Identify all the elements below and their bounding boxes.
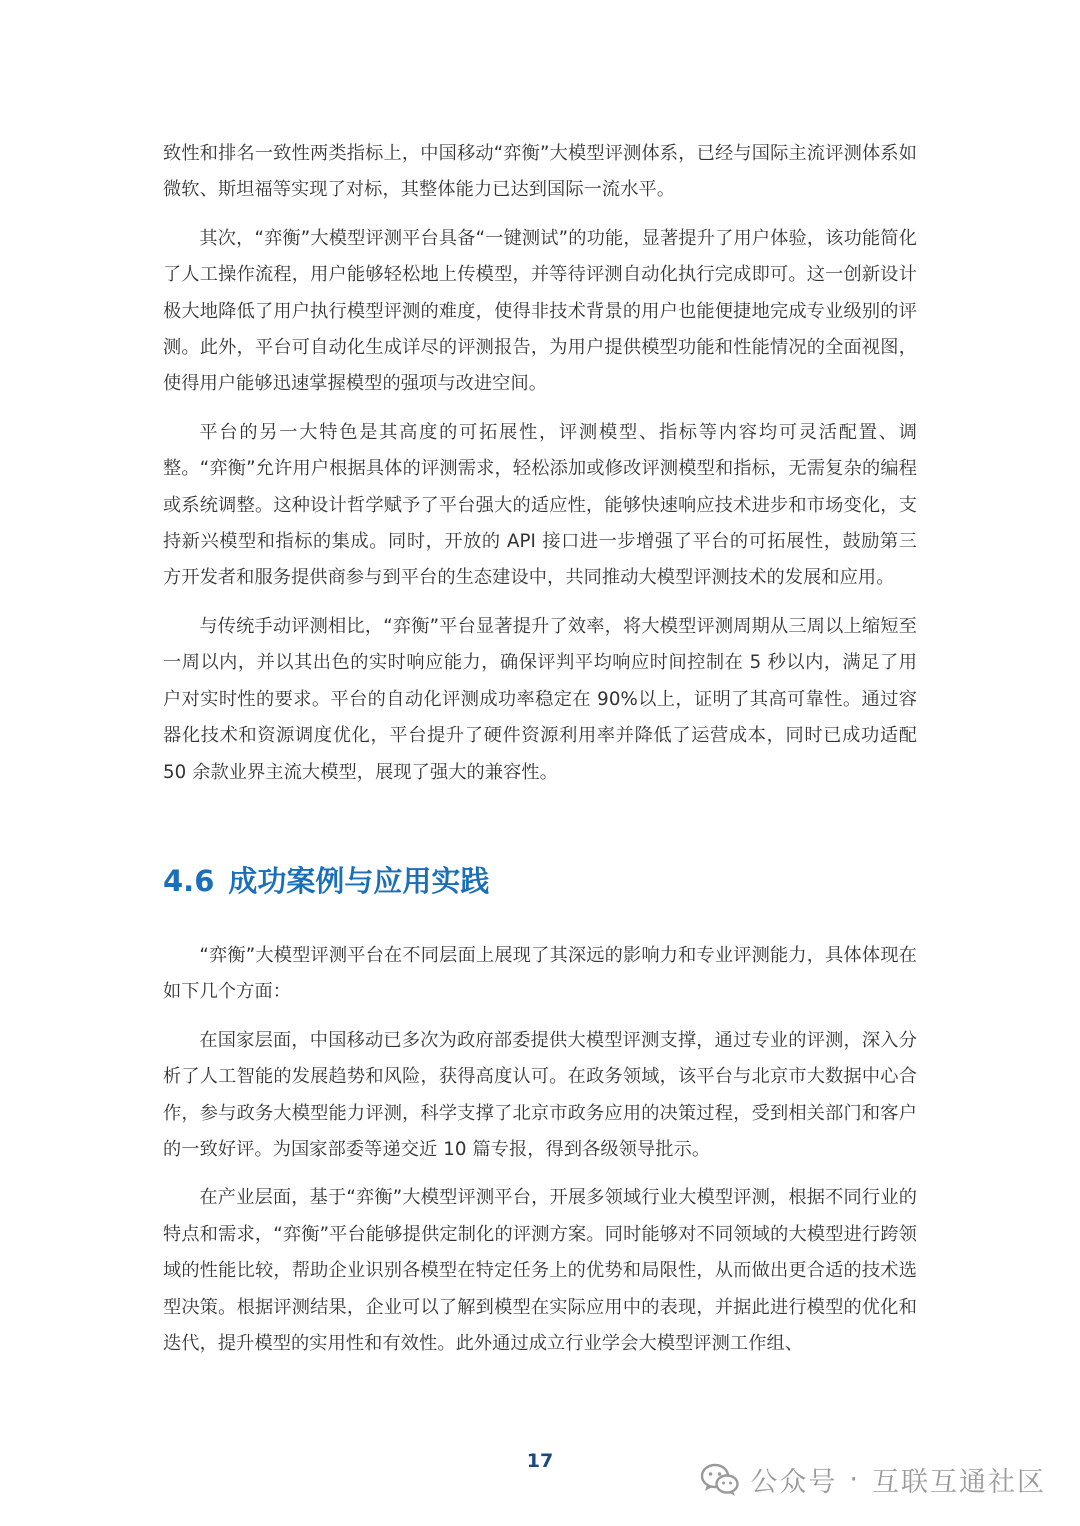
watermark-separator: · (849, 1464, 860, 1495)
wechat-watermark (700, 1460, 1046, 1499)
watermark-account-label: 公众号 (750, 1467, 838, 1498)
body-text-top (163, 136, 917, 791)
paragraph-efficiency: 与传统手动评测相比，“弈衡”平台显著提升了效率，将大模型评测周期从三周以上缩短至一周以内，并以其出色的实时响应能力，确保评判平均响应时间控制在 5 秒以内，满足了用户对实时性的要求。平台的自动化评测成功率稳定在 90%以上，证明了其高可靠性。通过容器化技术和资源调度优化，平台提升了硬件资源利用率并降低了运营成本，同时已成功适配 50 余款业界主流大模型，展现了强大的兼容性。 (163, 615, 917, 783)
section-title-text: 成功案例与应用实践 (228, 864, 490, 898)
section-number: 4.6 (163, 864, 215, 898)
watermark-account-name: 互联互通社区 (872, 1467, 1046, 1498)
page-number: 17 (526, 1450, 554, 1472)
paragraph-industry-level: 在产业层面，基于“弈衡”大模型评测平台，开展多领域行业大模型评测，根据不同行业的特点和需求，“弈衡”平台能够提供定制化的评测方案。同时能够对不同领域的大模型进行跨领域的性能比较，帮助企业识别各模型在特定任务上的优势和局限性，从而做出更合适的技术选型决策。根据评测结果，企业可以了解到模型在实际应用中的表现，并据此进行模型的优化和迭代，提升模型的实用性和有效性。此外通过成立行业学会大模型评测工作组、 (163, 1187, 917, 1355)
paragraph-intro: “弈衡”大模型评测平台在不同层面上展现了其深远的影响力和专业评测能力，具体体现在如下几个方面： (163, 945, 917, 1003)
paragraph-one-click-test: 其次，“弈衡”大模型评测平台具备“一键测试”的功能，显著提升了用户体验，该功能简化了人工操作流程，用户能够轻松地上传模型，并等待评测自动化执行完成即可。这一创新设计极大地降低了用户执行模型评测的难度，使得非技术背景的用户也能便捷地完成专业级别的评测。此外，平台可自动化生成详尽的评测报告，为用户提供模型功能和性能情况的全面视图，使得用户能够迅速掌握模型的强项与改进空间。 (163, 227, 917, 395)
body-text-bottom (163, 938, 917, 1362)
paragraph-extensibility: 平台的另一大特色是其高度的可拓展性，评测模型、指标等内容均可灵活配置、调整。“弈衡”允许用户根据具体的评测需求，轻松添加或修改评测模型和指标，无需复杂的编程或系统调整。这种设计哲学赋予了平台强大的适应性，能够快速响应技术进步和市场变化，支持新兴模型和指标的集成。同时，开放的 API 接口进一步增强了平台的可拓展性，鼓励第三方开发者和服务提供商参与到平台的生态建设中，共同推动大模型评测技术的发展和应用。 (163, 421, 917, 589)
paragraph-national-level: 在国家层面，中国移动已多次为政府部委提供大模型评测支撑，通过专业的评测，深入分析了人工智能的发展趋势和风险，获得高度认可。在政务领域，该平台与北京市大数据中心合作，参与政务大模型能力评测，科学支撑了北京市政务应用的决策过程，受到相关部门和客户的一致好评。为国家部委等递交近 10 篇专报，得到各级领导批示。 (163, 1029, 917, 1161)
wechat-icon (700, 1463, 740, 1497)
paragraph-continuation: 致性和排名一致性两类指标上，中国移动“弈衡”大模型评测体系，已经与国际主流评测体系如微软、斯坦福等实现了对标，其整体能力已达到国际一流水平。 (163, 143, 917, 201)
section-heading (163, 858, 489, 904)
